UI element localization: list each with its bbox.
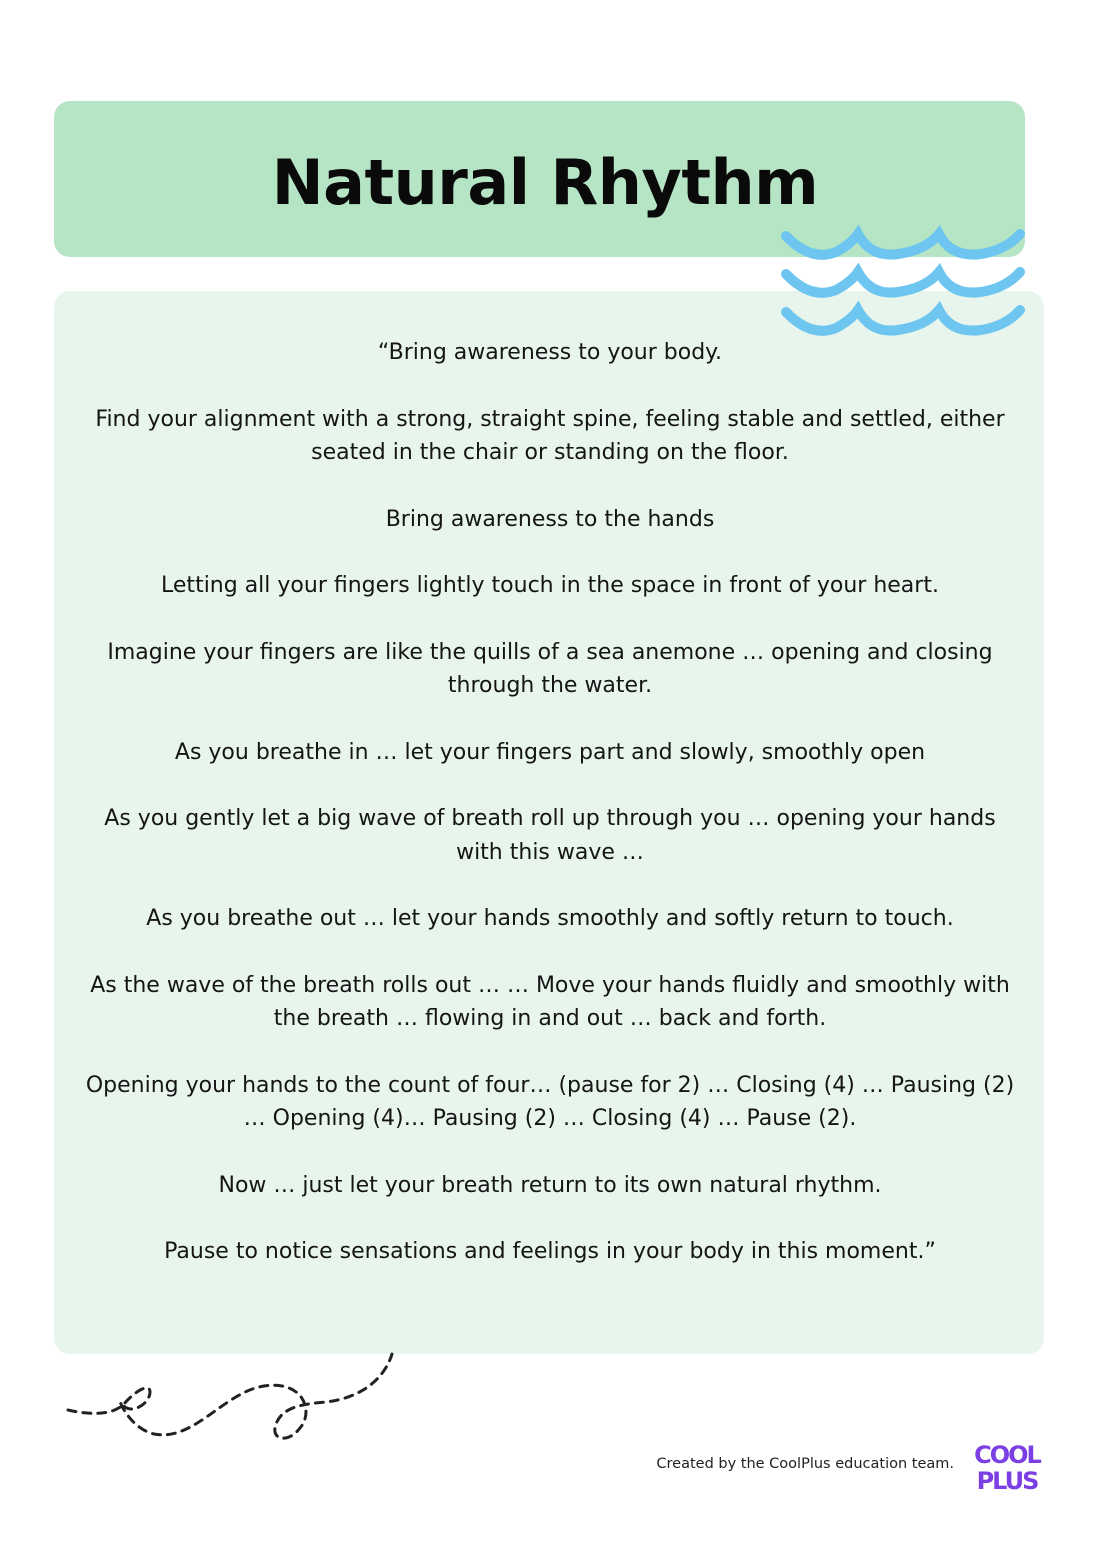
paragraph: As you breathe out … let your hands smoothly and softly return to touch.: [146, 906, 954, 931]
paragraph: Find your alignment with a strong, straight spine, feeling stable and settled, either seated in the chair or standing on the floor.: [95, 406, 1005, 465]
page-title: Natural Rhythm: [271, 146, 819, 219]
paragraph: Now … just let your breath return to its own natural rhythm.: [218, 1172, 882, 1198]
paragraph: As you gently let a big wave of breath roll up through you … opening your hands with this wave …: [104, 806, 996, 865]
dashed-squiggle-icon: [64, 1352, 404, 1452]
paragraph: Pause to notice sensations and feelings in your body in this moment.”: [164, 1239, 936, 1264]
paragraph: “Bring awareness to your body.: [377, 340, 723, 365]
coolplus-logo-icon: [968, 1440, 1046, 1492]
paragraph: Letting all your fingers lightly touch in the space in front of your heart.: [161, 573, 939, 598]
waves-icon: [776, 222, 1032, 346]
svg-text:PLUS: PLUS: [976, 1467, 1038, 1492]
meditation-script: [80, 336, 1020, 1302]
paragraph: Imagine your fingers are like the quills of a sea anemone … opening and closing through the water.: [107, 639, 993, 698]
paragraph: Bring awareness to the hands: [385, 506, 715, 532]
paragraph: Opening your hands to the count of four… (pause for 2) … Closing (4) … Pausing (2) … Opening (4)… Pausing (2) … Closing (4) … Pause (2).: [85, 1072, 1015, 1131]
paragraph: As you breathe in … let your fingers part and slowly, smoothly open: [174, 739, 926, 765]
credit-text: Created by the CoolPlus education team.: [656, 1456, 954, 1472]
svg-text:COOL: COOL: [974, 1441, 1040, 1469]
paragraph: As the wave of the breath rolls out … … Move your hands fluidly and smoothly with the breath … flowing in and out … back and forth.: [90, 972, 1010, 1031]
